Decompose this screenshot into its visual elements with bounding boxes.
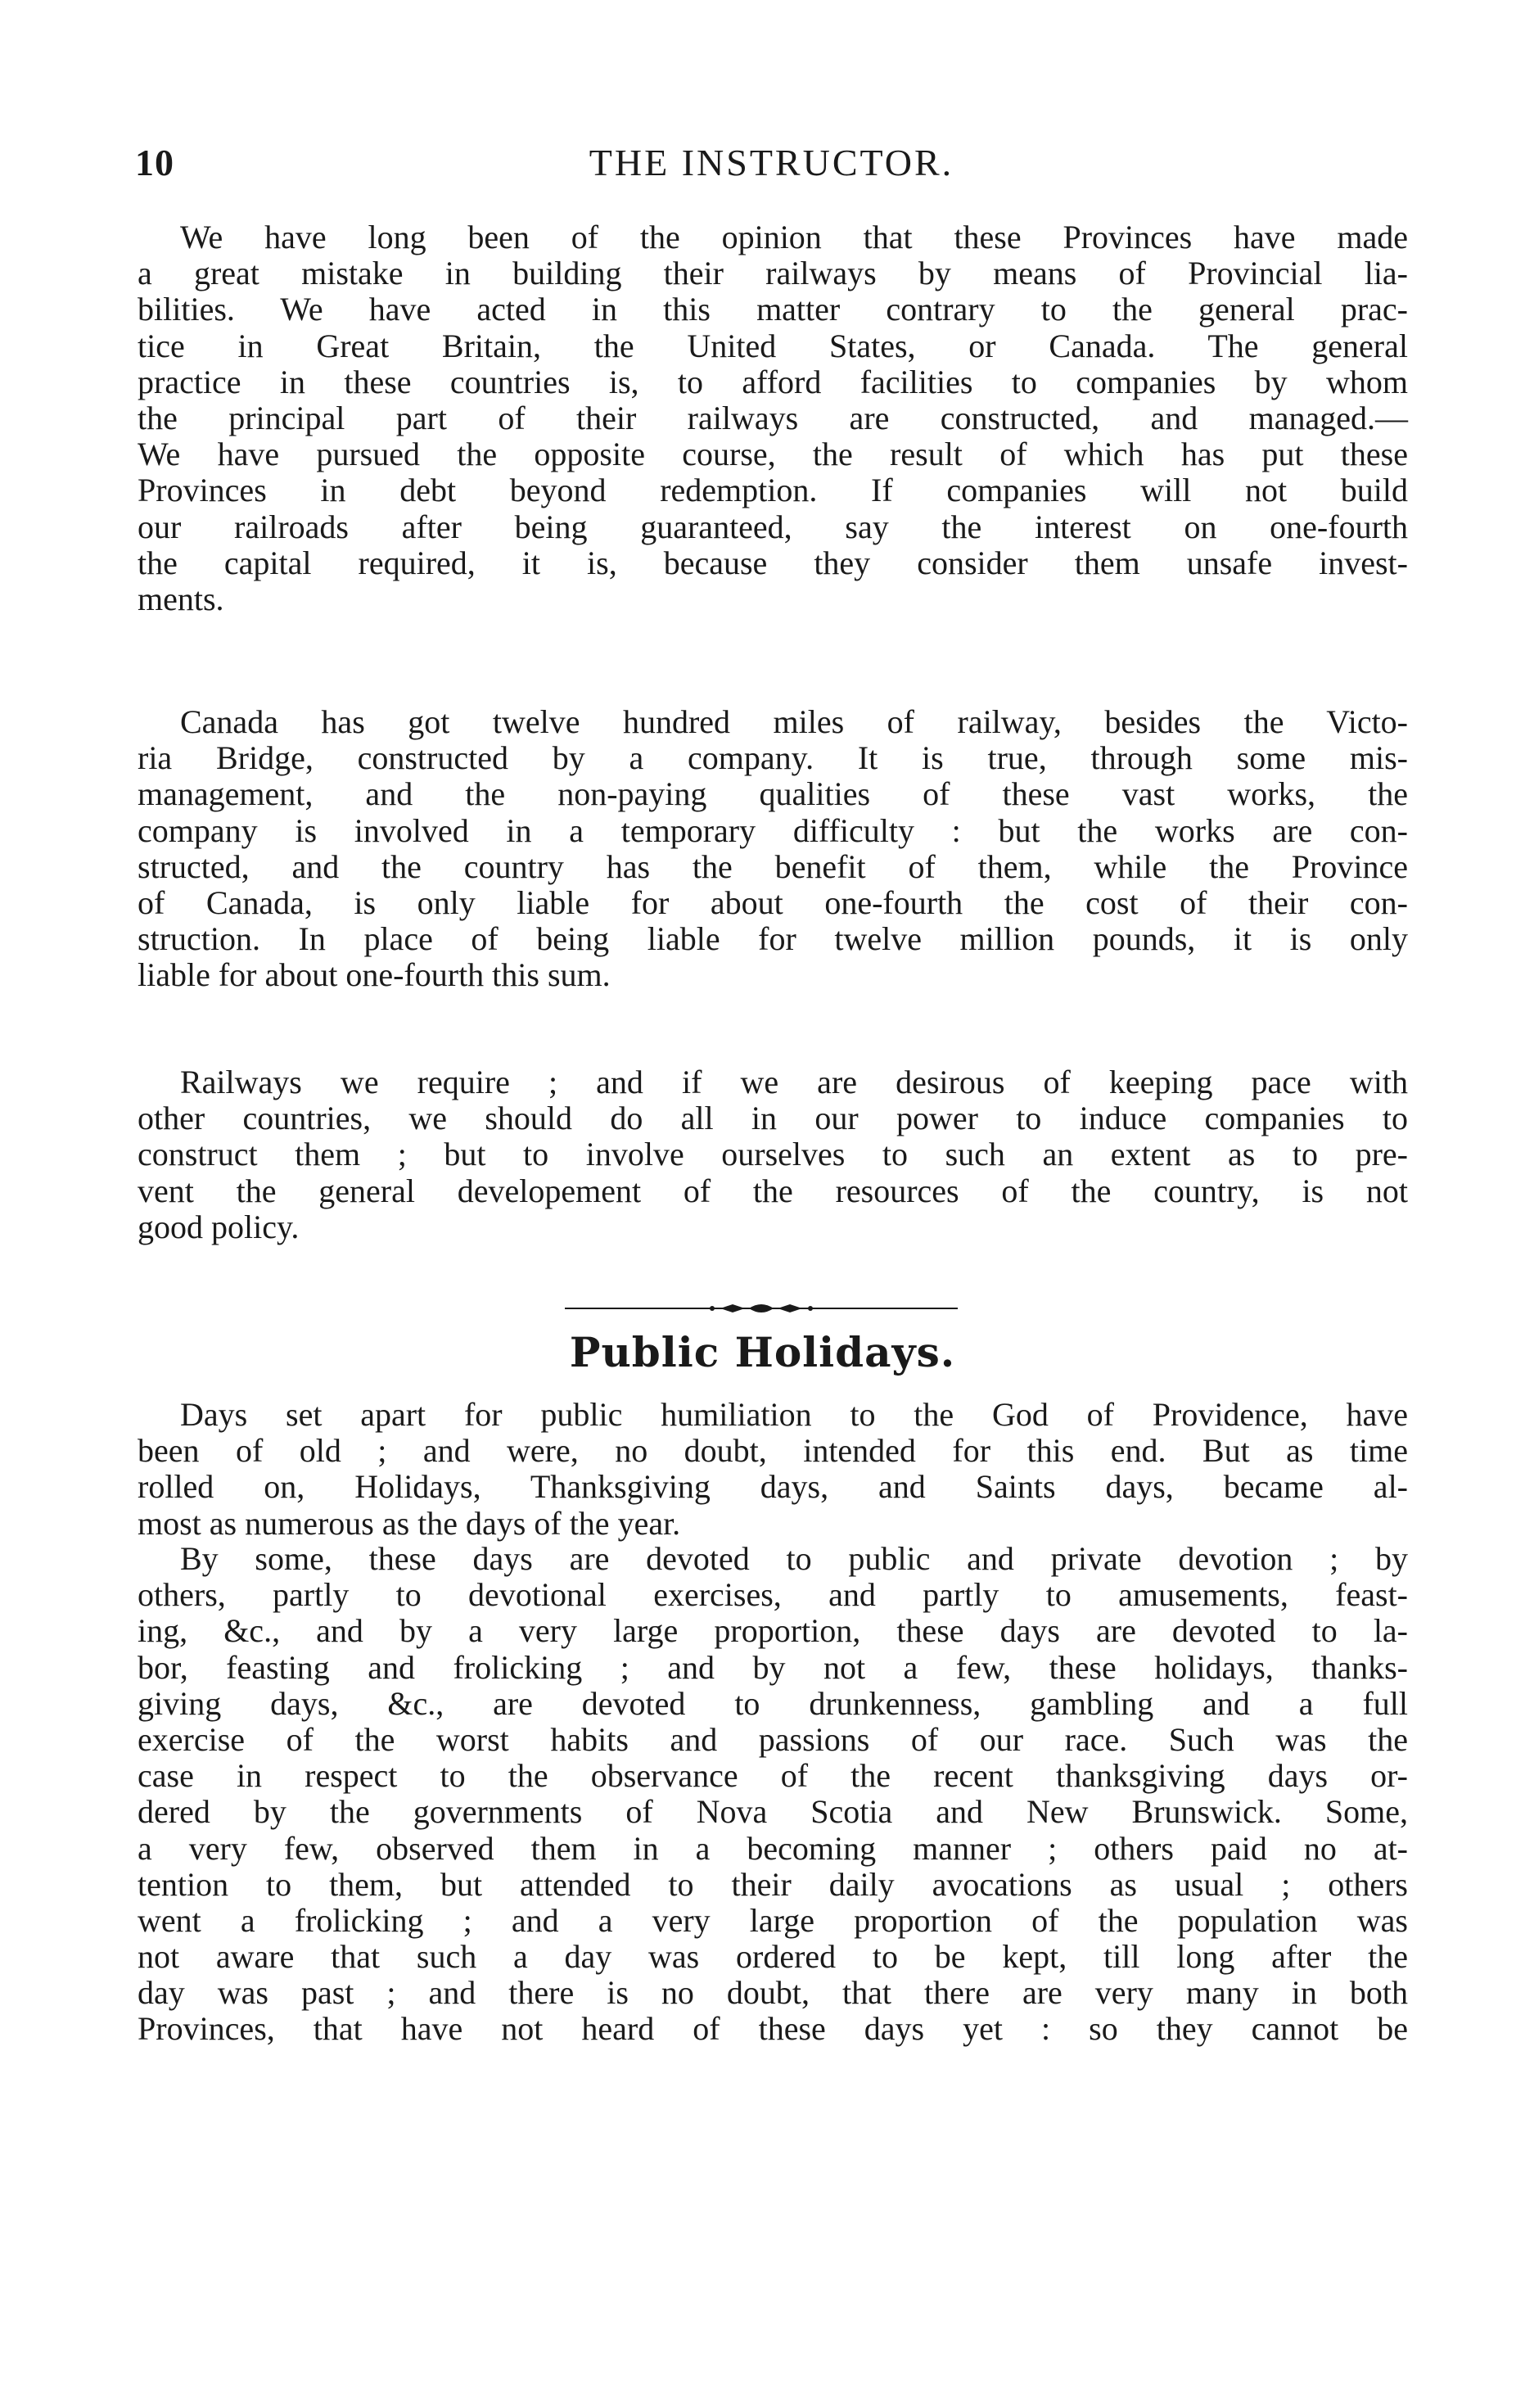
paragraph-railways-policy	[138, 1064, 1408, 1245]
text-line: dered by the governments of Nova Scotia and New Brunswick. Some,	[138, 1793, 1408, 1831]
text-line: giving days, &c., are devoted to drunkenness, gambling and a full	[138, 1684, 1408, 1722]
text-line: practice in these countries is, to afford facilities to companies by whom	[138, 363, 1408, 400]
text-line: other countries, we should do all in our power to induce companies to	[138, 1100, 1408, 1137]
section-title: Public Holidays.	[569, 1328, 956, 1376]
text-line: tention to them, but attended to their daily avocations as usual ; others	[138, 1865, 1408, 1903]
text-line: of Canada, is only liable for about one-fourth the cost of their con-	[138, 883, 1408, 921]
page-header	[135, 141, 1408, 198]
text-line: structed, and the country has the benefit of them, while the Province	[138, 847, 1408, 885]
text-line: case in respect to the observance of the recent thanksgiving days or-	[138, 1757, 1408, 1795]
text-line: vent the general developement of the resources of the country, is not	[138, 1172, 1408, 1209]
text-line: tice in Great Britain, the United States, or Canada. The general	[138, 327, 1408, 364]
text-line: company is involved in a temporary difficulty : but the works are con-	[138, 811, 1408, 849]
text-line: We have pursued the opposite course, the result of which has put these	[138, 436, 1408, 473]
text-line: rolled on, Holidays, Thanksgiving days, and Saints days, became al-	[138, 1468, 1408, 1506]
text-line: liable for about one-fourth this sum.	[138, 956, 611, 994]
paragraph-provincial-liabilities	[138, 219, 1408, 617]
section-divider-ornament	[565, 1300, 958, 1317]
paragraph-holidays-observance	[138, 1541, 1408, 2048]
text-line: the capital required, it is, because they consider them unsafe invest-	[138, 544, 1408, 581]
text-line: Provinces, that have not heard of these days yet : so they cannot be	[138, 2010, 1408, 2048]
text-line: bor, feasting and frolicking ; and by not a few, these holidays, thanks-	[138, 1648, 1408, 1686]
text-line: others, partly to devotional exercises, and partly to amusements, feast-	[138, 1576, 1408, 1614]
text-line: good policy.	[138, 1208, 300, 1245]
text-line: management, and the non-paying qualities of these vast works, the	[138, 775, 1408, 813]
text-line: ria Bridge, constructed by a company. It is true, through some mis-	[138, 739, 1408, 777]
text-line: By some, these days are devoted to public and private devotion ; by	[180, 1540, 1408, 1577]
text-line: a great mistake in building their railways by means of Provincial lia-	[138, 255, 1408, 292]
text-line: exercise of the worst habits and passions of our race. Such was the	[138, 1720, 1408, 1758]
text-line: ments.	[138, 580, 224, 617]
page-number: 10	[135, 142, 174, 183]
text-line: struction. In place of being liable for twelve million pounds, it is only	[138, 920, 1408, 958]
text-line: We have long been of the opinion that these Provinces have made	[180, 219, 1408, 255]
text-line: ing, &c., and by a very large proportion, these days are devoted to la-	[138, 1612, 1408, 1650]
text-line: Days set apart for public humiliation to the God of Providence, have	[180, 1396, 1408, 1433]
text-line: Provinces in debt beyond redemption. If companies will not build	[138, 472, 1408, 509]
text-line: most as numerous as the days of the year.	[138, 1504, 681, 1542]
running-head: THE INSTRUCTOR.	[589, 142, 954, 183]
text-line: went a frolicking ; and a very large proportion of the population was	[138, 1901, 1408, 1939]
text-line: construct them ; but to involve ourselves to such an extent as to pre-	[138, 1136, 1408, 1173]
text-line: Railways we require ; and if we are desirous of keeping pace with	[180, 1064, 1408, 1100]
text-line: our railroads after being guaranteed, say the interest on one-fourth	[138, 508, 1408, 545]
text-line: the principal part of their railways are constructed, and managed.—	[138, 399, 1408, 436]
paragraph-canada-railway	[138, 704, 1408, 994]
paragraph-holidays-origin	[138, 1397, 1408, 1542]
text-line: Canada has got twelve hundred miles of railway, besides the Victo-	[180, 703, 1408, 740]
text-line: a very few, observed them in a becoming manner ; others paid no at-	[138, 1829, 1408, 1867]
text-line: been of old ; and were, no doubt, intended for this end. But as time	[138, 1432, 1408, 1470]
text-line: not aware that such a day was ordered to be kept, till long after the	[138, 1938, 1408, 1976]
text-line: day was past ; and there is no doubt, that there are very many in both	[138, 1974, 1408, 2012]
text-line: bilities. We have acted in this matter contrary to the general prac-	[138, 291, 1408, 328]
